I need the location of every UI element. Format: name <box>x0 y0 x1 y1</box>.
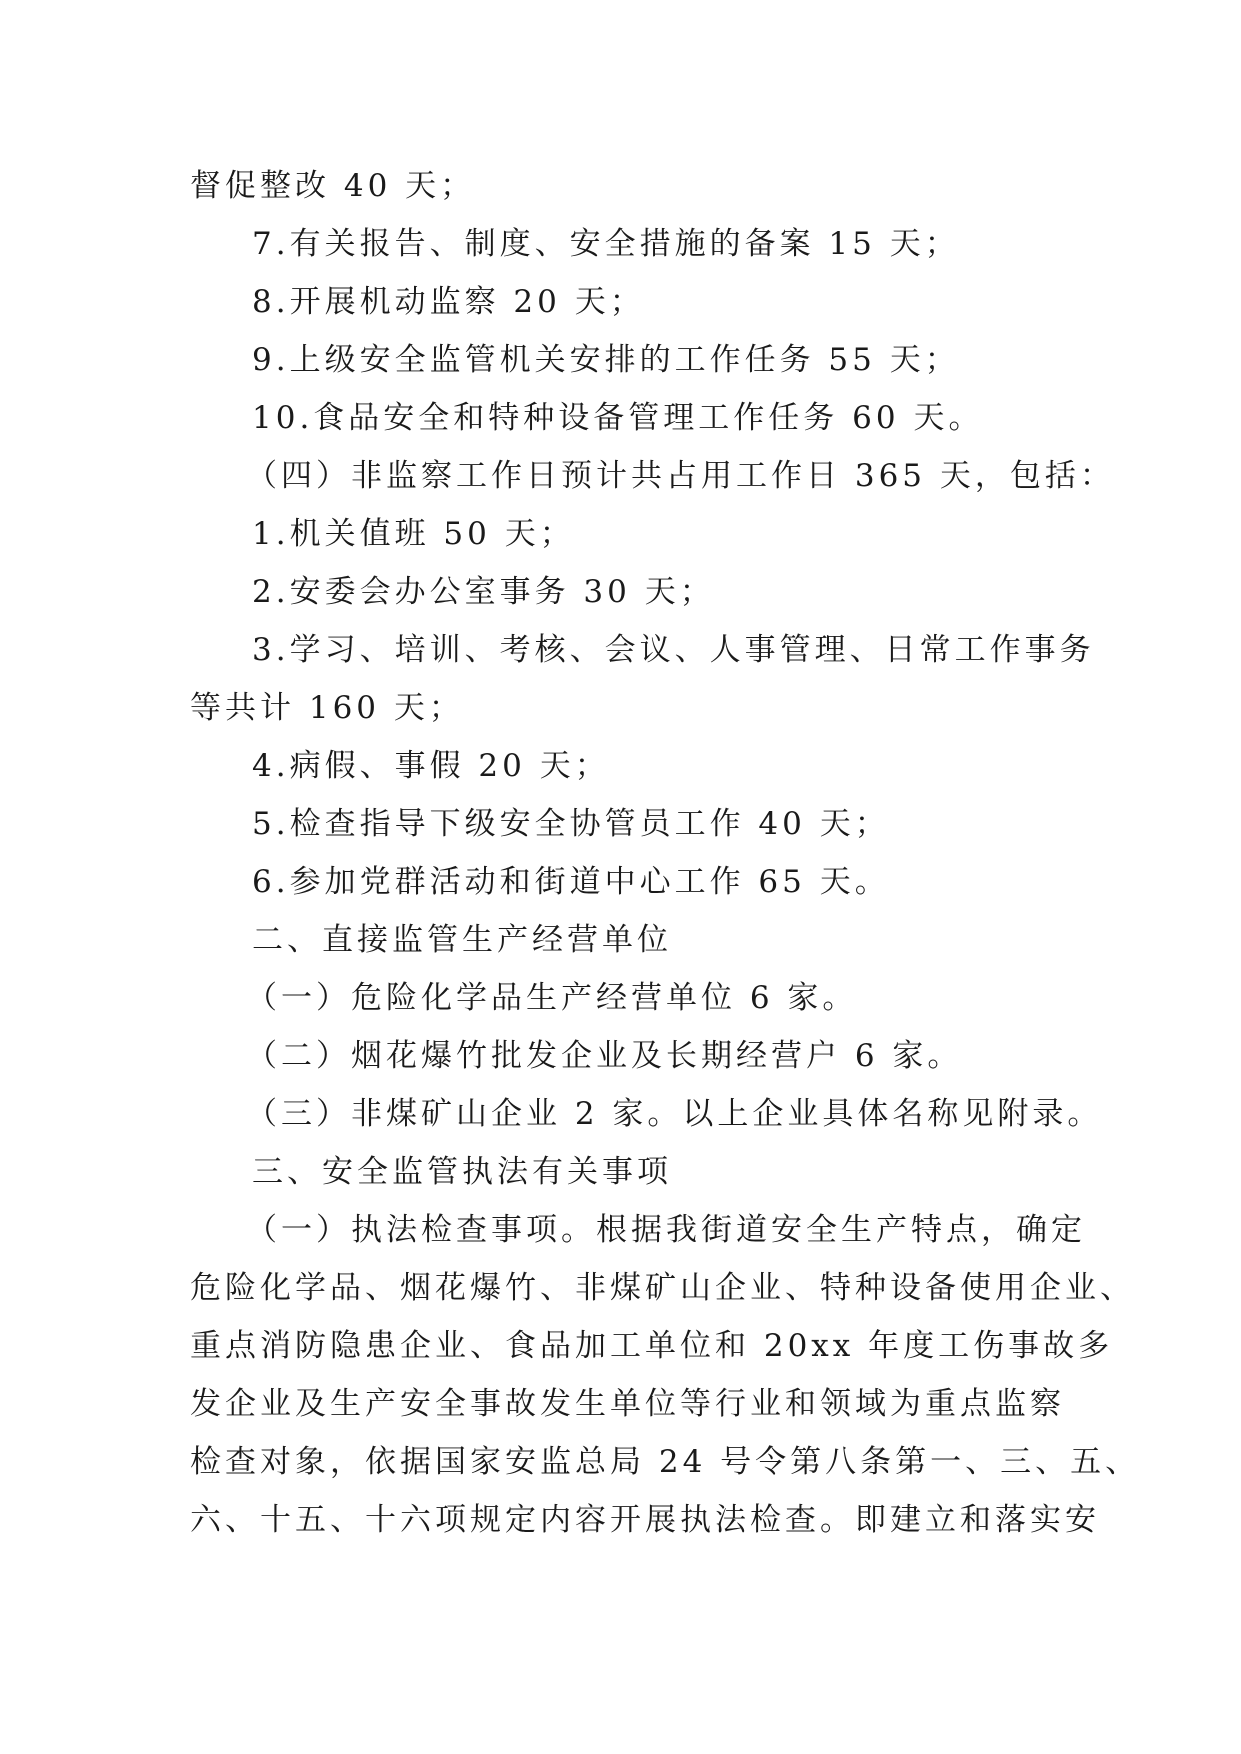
text-line: 6.参加党群活动和街道中心工作 65 天。 <box>252 864 890 900</box>
text-line: 发企业及生产安全事故发生单位等行业和领域为重点监察 <box>190 1386 1065 1422</box>
text-line: 9.上级安全监管机关安排的工作任务 55 天； <box>252 342 960 378</box>
text-line: 督促整改 40 天； <box>190 168 476 204</box>
text-line: 检查对象，依据国家安监总局 24 号令第八条第一、三、五、 <box>190 1444 1141 1480</box>
text-line: 4.病假、事假 20 天； <box>252 748 610 784</box>
text-line: （一）危险化学品生产经营单位 6 家。 <box>246 980 858 1016</box>
text-line: 2.安委会办公室事务 30 天； <box>252 574 715 610</box>
text-line: 等共计 160 天； <box>190 690 464 726</box>
text-line: 10.食品安全和特种设备管理工作任务 60 天。 <box>252 400 984 436</box>
text-line: 1.机关值班 50 天； <box>252 516 575 552</box>
text-line: 危险化学品、烟花爆竹、非煤矿山企业、特种设备使用企业、 <box>190 1270 1135 1306</box>
text-line: 8.开展机动监察 20 天； <box>252 284 645 320</box>
section-heading: 三、安全监管执法有关事项 <box>252 1154 672 1190</box>
text-line: （二）烟花爆竹批发企业及长期经营户 6 家。 <box>246 1038 963 1074</box>
text-line: （四）非监察工作日预计共占用工作日 365 天，包括： <box>246 458 1115 494</box>
text-line: 重点消防隐患企业、食品加工单位和 20xx 年度工伤事故多 <box>190 1328 1114 1364</box>
section-heading: 二、直接监管生产经营单位 <box>252 922 672 958</box>
text-line: 5.检查指导下级安全协管员工作 40 天； <box>252 806 890 842</box>
text-line: 六、十五、十六项规定内容开展执法检查。即建立和落实安 <box>190 1502 1100 1538</box>
text-line: 7.有关报告、制度、安全措施的备案 15 天； <box>252 226 960 262</box>
text-line: （一）执法检查事项。根据我街道安全生产特点，确定 <box>246 1212 1086 1248</box>
text-line: 3.学习、培训、考核、会议、人事管理、日常工作事务 <box>252 632 1095 668</box>
text-line: （三）非煤矿山企业 2 家。以上企业具体名称见附录。 <box>246 1096 1103 1132</box>
